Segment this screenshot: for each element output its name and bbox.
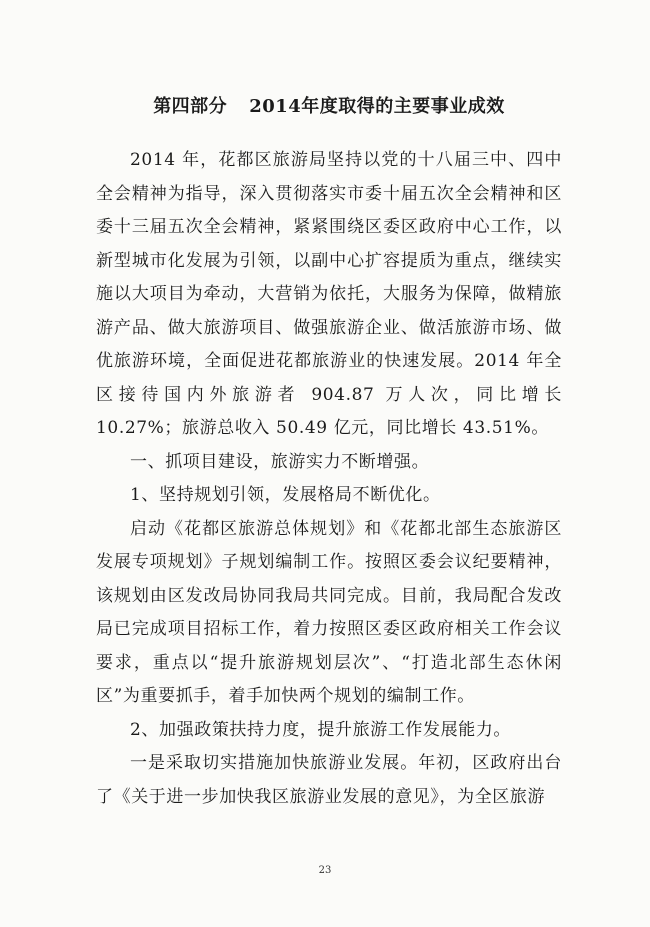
planning-paragraph: 启动《花都区旅游总体规划》和《花都北部生态旅游区发展专项规划》子规划编制工作。按照区委会议纪要精神，该规划由区发改局协同我局共同完成。目前，我局配合发改局已完成项目招标工作，着力按照区委区政府相关工作会议要求，重点以“提升旅游规划层次”、“打造北部生态休闲区”为重要抓手，着手加快两个规划的编制工作。 <box>96 518 562 706</box>
policy-paragraph: 一是采取切实措施加快旅游业发展。年初，区政府出台了《关于进一步加快我区旅游业发展的意见》，为全区旅游 <box>96 753 562 807</box>
heading-level-1: 一、抓项目建设，旅游实力不断增强。 <box>130 451 430 472</box>
page-number: 23 <box>318 865 332 876</box>
heading-level-2: 1、坚持规划引领，发展格局不断优化。 <box>130 485 441 505</box>
section-subject: 2014年度取得的主要事业成效 <box>249 96 505 117</box>
section-title <box>96 92 562 118</box>
heading-level-2: 2、加强政策扶持力度，提升旅游工作发展能力。 <box>130 719 512 740</box>
section-part: 第四部分 <box>153 96 228 117</box>
intro-paragraph: 2014 年，花都区旅游局坚持以党的十八届三中、四中全会精神为指导，深入贯彻落实市委十届五次全会精神和区委十三届五次全会精神，紧紧围绕区委区政府中心工作，以新型城市化发展为引领，以副中心扩容提质为重点，继续实施以大项目为牵动，大营销为依托，大服务为保障，做精旅游产品、做大旅游项目、做强旅游企业、做活旅游市场、做优旅游环境，全面促进花都旅游业的快速发展。2014 年全区接待国内外旅游者 904.87 万人次，同比增长 10.27%；旅游总收入 50.49 亿元，同比增长 43.51%。 <box>96 150 562 438</box>
